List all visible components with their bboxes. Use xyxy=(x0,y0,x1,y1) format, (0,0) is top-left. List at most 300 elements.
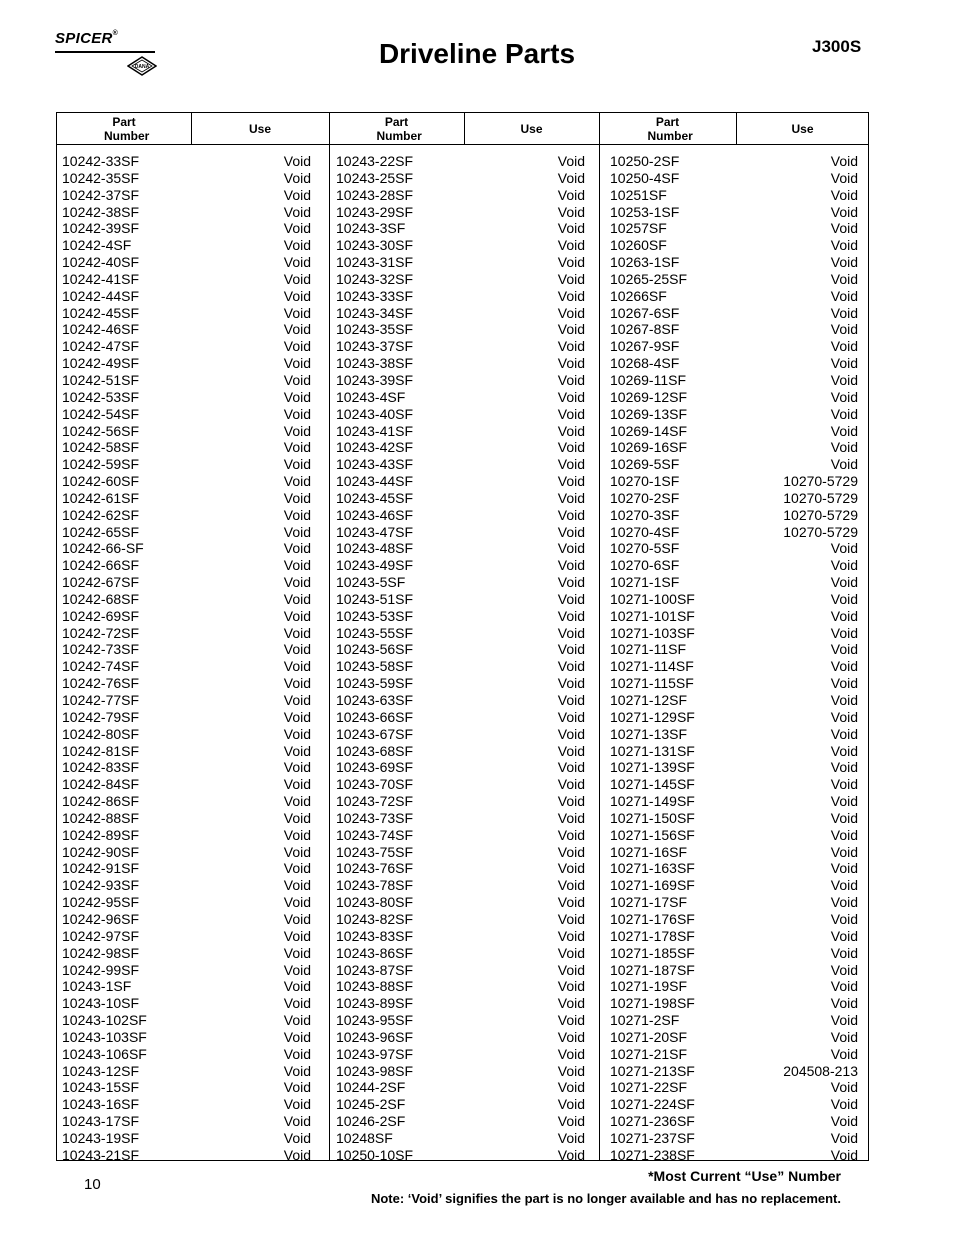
table-row xyxy=(336,456,585,473)
use-cell: Void xyxy=(283,338,311,355)
table-row xyxy=(336,271,585,288)
use-cell: Void xyxy=(830,153,858,169)
table-row xyxy=(610,557,858,574)
table-row xyxy=(610,507,858,524)
table-row xyxy=(336,423,585,440)
use-cell: Void xyxy=(830,995,858,1012)
table-row xyxy=(610,962,858,979)
table-row xyxy=(62,911,311,928)
part-number-cell: 10271-100SF xyxy=(610,590,695,607)
part-number-cell: 10243-16SF xyxy=(62,1096,140,1113)
table-row xyxy=(62,827,311,844)
part-number-cell: 10245-2SF xyxy=(336,1096,406,1113)
use-cell: Void xyxy=(557,995,585,1012)
part-number-cell: 10271-131SF xyxy=(610,742,695,759)
use-cell: Void xyxy=(830,1113,858,1130)
use-cell: Void xyxy=(283,860,311,877)
part-number-cell: 10263-1SF xyxy=(610,254,680,271)
header-use-3: Use xyxy=(791,121,814,136)
table-row xyxy=(62,928,311,945)
part-number-cell: 10242-84SF xyxy=(62,776,140,793)
table-row xyxy=(336,237,585,254)
part-number-cell: 10243-15SF xyxy=(62,1079,140,1096)
part-number-cell: 10243-70SF xyxy=(336,776,414,793)
use-cell: Void xyxy=(557,220,585,237)
table-row xyxy=(62,860,311,877)
part-number-cell: 10243-59SF xyxy=(336,675,414,692)
part-number-cell: 10243-46SF xyxy=(336,506,414,523)
use-cell: Void xyxy=(557,910,585,927)
table-row xyxy=(62,507,311,524)
part-number-cell: 10242-53SF xyxy=(62,388,140,405)
table-row xyxy=(62,574,311,591)
table-row xyxy=(62,894,311,911)
table-row xyxy=(336,321,585,338)
table-row xyxy=(610,321,858,338)
part-number-cell: 10250-10SF xyxy=(336,1146,414,1163)
table-row xyxy=(62,743,311,760)
part-number-cell: 10243-78SF xyxy=(336,877,414,894)
use-cell: Void xyxy=(557,1012,585,1029)
table-row xyxy=(62,1012,311,1029)
part-number-cell: 10243-25SF xyxy=(336,169,414,186)
use-cell: Void xyxy=(557,237,585,254)
use-cell: Void xyxy=(283,641,311,658)
table-row xyxy=(62,776,311,793)
table-row xyxy=(610,995,858,1012)
table-row xyxy=(62,170,311,187)
part-number-cell: 10243-96SF xyxy=(336,1028,414,1045)
table-row xyxy=(336,1079,585,1096)
table-row xyxy=(610,187,858,204)
table-row xyxy=(610,355,858,372)
part-number-cell: 10270-1SF xyxy=(610,473,680,490)
part-number-cell: 10244-2SF xyxy=(336,1079,406,1096)
use-cell: Void xyxy=(557,708,585,725)
part-number-cell: 10243-39SF xyxy=(336,371,414,388)
table-row xyxy=(610,945,858,962)
use-cell: Void xyxy=(557,405,585,422)
use-cell: Void xyxy=(830,910,858,927)
table-row xyxy=(610,1046,858,1063)
table-row xyxy=(610,911,858,928)
part-number-cell: 10242-41SF xyxy=(62,270,140,287)
table-row xyxy=(336,574,585,591)
use-cell: Void xyxy=(283,523,311,540)
part-number-cell: 10243-67SF xyxy=(336,725,414,742)
use-cell: Void xyxy=(557,809,585,826)
table-row xyxy=(336,928,585,945)
use-cell: Void xyxy=(283,624,311,641)
table-row xyxy=(336,1046,585,1063)
use-cell: Void xyxy=(830,1146,858,1163)
table-row xyxy=(336,557,585,574)
part-number-cell: 10243-45SF xyxy=(336,489,414,506)
brand-name: SPICER® xyxy=(55,30,119,47)
use-cell: Void xyxy=(830,1096,858,1113)
part-number-cell: 10243-83SF xyxy=(336,927,414,944)
table-row xyxy=(336,692,585,709)
part-number-cell: 10243-43SF xyxy=(336,456,414,473)
table-row xyxy=(336,759,585,776)
table-row xyxy=(610,658,858,675)
use-cell: Void xyxy=(557,607,585,624)
part-number-cell: 10243-21SF xyxy=(62,1146,140,1163)
use-cell: Void xyxy=(830,1028,858,1045)
part-number-cell: 10243-55SF xyxy=(336,624,414,641)
use-cell: Void xyxy=(557,439,585,456)
use-cell: Void xyxy=(283,910,311,927)
use-cell: Void xyxy=(830,793,858,810)
part-number-cell: 10243-66SF xyxy=(336,708,414,725)
table-row xyxy=(62,709,311,726)
table-row xyxy=(62,1096,311,1113)
part-number-cell: 10271-163SF xyxy=(610,860,695,877)
use-cell: Void xyxy=(557,944,585,961)
table-row xyxy=(62,625,311,642)
table-row xyxy=(610,389,858,406)
table-row xyxy=(336,860,585,877)
table-row xyxy=(610,490,858,507)
table-row xyxy=(610,372,858,389)
table-row xyxy=(610,574,858,591)
use-cell: Void xyxy=(557,725,585,742)
part-number-cell: 10243-56SF xyxy=(336,641,414,658)
use-cell: Void xyxy=(557,658,585,675)
table-row xyxy=(62,456,311,473)
use-cell: 10270-5729 xyxy=(783,489,858,506)
use-cell: Void xyxy=(830,287,858,304)
table-header xyxy=(57,113,868,145)
table-row xyxy=(62,641,311,658)
table-row xyxy=(62,793,311,810)
table-row xyxy=(336,743,585,760)
part-number-cell: 10243-89SF xyxy=(336,995,414,1012)
use-cell: Void xyxy=(830,624,858,641)
part-number-cell: 10242-67SF xyxy=(62,574,140,591)
table-row xyxy=(336,911,585,928)
use-cell: Void xyxy=(557,826,585,843)
use-cell: Void xyxy=(283,169,311,186)
part-number-cell: 10243-88SF xyxy=(336,978,414,995)
use-cell: Void xyxy=(830,607,858,624)
table-row xyxy=(62,810,311,827)
table-row xyxy=(62,557,311,574)
use-cell: Void xyxy=(557,624,585,641)
use-cell: Void xyxy=(557,1062,585,1079)
use-cell: Void xyxy=(557,557,585,574)
part-number-cell: 10242-72SF xyxy=(62,624,140,641)
table-row xyxy=(610,844,858,861)
part-number-cell: 10243-5SF xyxy=(336,574,406,591)
part-number-cell: 10242-35SF xyxy=(62,169,140,186)
table-row xyxy=(610,793,858,810)
part-number-cell: 10271-139SF xyxy=(610,759,695,776)
part-number-cell: 10243-95SF xyxy=(336,1012,414,1029)
footnote-current-use: *Most Current “Use” Number xyxy=(648,1168,841,1184)
table-row xyxy=(610,675,858,692)
use-cell: Void xyxy=(283,321,311,338)
table-row xyxy=(62,204,311,221)
part-number-cell: 10271-22SF xyxy=(610,1079,688,1096)
part-number-cell: 10242-79SF xyxy=(62,708,140,725)
table-row xyxy=(62,1147,311,1164)
part-number-cell: 10242-90SF xyxy=(62,843,140,860)
part-number-cell: 10242-38SF xyxy=(62,203,140,220)
part-number-cell: 10271-21SF xyxy=(610,1045,688,1062)
part-number-cell: 10243-37SF xyxy=(336,338,414,355)
use-cell: Void xyxy=(283,725,311,742)
part-number-cell: 10243-103SF xyxy=(62,1028,147,1045)
use-cell: Void xyxy=(283,270,311,287)
use-cell: Void xyxy=(557,473,585,490)
table-row xyxy=(610,776,858,793)
part-number-cell: 10269-14SF xyxy=(610,422,688,439)
table-row xyxy=(610,1012,858,1029)
table-row xyxy=(62,1113,311,1130)
table-row xyxy=(610,153,858,170)
header-part-number-2: Part Number xyxy=(376,114,422,143)
header-part-number-3: Part Number xyxy=(647,114,693,143)
part-number-cell: 10271-17SF xyxy=(610,894,688,911)
part-number-cell: 10265-25SF xyxy=(610,270,688,287)
use-cell: Void xyxy=(283,590,311,607)
part-number-cell: 10270-3SF xyxy=(610,506,680,523)
table-row xyxy=(610,170,858,187)
parts-column-1 xyxy=(62,153,311,1164)
use-cell: Void xyxy=(557,422,585,439)
use-cell: Void xyxy=(830,237,858,254)
use-cell: Void xyxy=(830,675,858,692)
use-cell: Void xyxy=(830,304,858,321)
part-number-cell: 10267-8SF xyxy=(610,321,680,338)
part-number-cell: 10271-16SF xyxy=(610,843,688,860)
page-title: Driveline Parts xyxy=(378,38,576,69)
part-number-cell: 10243-48SF xyxy=(336,540,414,557)
part-number-cell: 10243-87SF xyxy=(336,961,414,978)
use-cell: Void xyxy=(557,540,585,557)
part-number-cell: 10242-47SF xyxy=(62,338,140,355)
use-cell: Void xyxy=(830,708,858,725)
part-number-cell: 10242-93SF xyxy=(62,877,140,894)
use-cell: Void xyxy=(283,439,311,456)
part-number-cell: 10271-237SF xyxy=(610,1129,695,1146)
table-row xyxy=(610,625,858,642)
part-number-cell: 10243-58SF xyxy=(336,658,414,675)
part-number-cell: 10242-80SF xyxy=(62,725,140,742)
use-cell: Void xyxy=(830,574,858,591)
table-row xyxy=(62,355,311,372)
part-number-cell: 10266SF xyxy=(610,287,667,304)
part-number-cell: 10243-80SF xyxy=(336,894,414,911)
part-number-cell: 10242-81SF xyxy=(62,742,140,759)
part-number-cell: 10243-97SF xyxy=(336,1045,414,1062)
table-row xyxy=(62,490,311,507)
use-cell: Void xyxy=(557,1096,585,1113)
part-number-cell: 10271-11SF xyxy=(610,641,687,658)
table-row xyxy=(610,1079,858,1096)
table-row xyxy=(62,540,311,557)
part-number-cell: 10242-69SF xyxy=(62,607,140,624)
part-number-cell: 10271-169SF xyxy=(610,877,695,894)
parts-column-3 xyxy=(610,153,858,1164)
table-row xyxy=(336,625,585,642)
use-cell: Void xyxy=(283,843,311,860)
part-number-cell: 10242-61SF xyxy=(62,489,140,506)
use-cell: Void xyxy=(830,641,858,658)
part-number-cell: 10269-12SF xyxy=(610,388,688,405)
use-cell: Void xyxy=(830,894,858,911)
use-cell: Void xyxy=(830,456,858,473)
table-row xyxy=(336,305,585,322)
use-cell: Void xyxy=(830,658,858,675)
part-number-cell: 10242-96SF xyxy=(62,910,140,927)
part-number-cell: 10269-11SF xyxy=(610,371,687,388)
header-use-2: Use xyxy=(520,121,543,136)
part-number-cell: 10243-10SF xyxy=(62,995,140,1012)
part-number-cell: 10242-49SF xyxy=(62,355,140,372)
page-number: 10 xyxy=(84,1176,101,1193)
header-divider xyxy=(191,113,192,144)
use-cell: Void xyxy=(557,355,585,372)
part-number-cell: 10242-86SF xyxy=(62,793,140,810)
part-number-cell: 10243-3SF xyxy=(336,220,406,237)
use-cell: Void xyxy=(283,759,311,776)
part-number-cell: 10242-65SF xyxy=(62,523,140,540)
use-cell: Void xyxy=(557,877,585,894)
use-cell: Void xyxy=(830,557,858,574)
part-number-cell: 10243-53SF xyxy=(336,607,414,624)
table-row xyxy=(62,473,311,490)
table-row xyxy=(62,692,311,709)
part-number-cell: 10242-91SF xyxy=(62,860,140,877)
table-row xyxy=(62,1063,311,1080)
part-number-cell: 10271-12SF xyxy=(610,692,688,708)
use-cell: Void xyxy=(557,186,585,203)
part-number-cell: 10248SF xyxy=(336,1129,393,1146)
part-number-cell: 10271-236SF xyxy=(610,1113,695,1130)
use-cell: Void xyxy=(557,759,585,776)
table-row xyxy=(62,658,311,675)
parts-column-2 xyxy=(336,153,585,1164)
part-number-cell: 10243-72SF xyxy=(336,793,414,810)
use-cell: Void xyxy=(830,961,858,978)
part-number-cell: 10271-114SF xyxy=(610,658,694,675)
part-number-cell: 10243-34SF xyxy=(336,304,414,321)
part-number-cell: 10243-74SF xyxy=(336,826,414,843)
use-cell: Void xyxy=(557,1129,585,1146)
part-number-cell: 10243-73SF xyxy=(336,809,414,826)
svg-text:DANA: DANA xyxy=(134,64,150,70)
part-number-cell: 10271-13SF xyxy=(610,725,688,742)
part-number-cell: 10243-29SF xyxy=(336,203,414,220)
use-cell: Void xyxy=(557,793,585,810)
use-cell: Void xyxy=(830,355,858,372)
part-number-cell: 10271-19SF xyxy=(610,978,688,995)
table-row xyxy=(610,237,858,254)
part-number-cell: 10269-13SF xyxy=(610,405,688,422)
use-cell: Void xyxy=(830,540,858,557)
use-cell: Void xyxy=(283,456,311,473)
part-number-cell: 10253-1SF xyxy=(610,203,680,220)
use-cell: Void xyxy=(283,1012,311,1029)
use-cell: Void xyxy=(283,422,311,439)
use-cell: Void xyxy=(283,304,311,321)
header-use-1: Use xyxy=(248,121,271,136)
part-number-cell: 10271-198SF xyxy=(610,995,695,1012)
table-row xyxy=(610,1096,858,1113)
parts-table xyxy=(56,112,869,1161)
table-row xyxy=(610,591,858,608)
table-row xyxy=(62,237,311,254)
part-number-cell: 10269-16SF xyxy=(610,439,688,456)
part-number-cell: 10270-4SF xyxy=(610,523,680,540)
use-cell: Void xyxy=(830,877,858,894)
table-row xyxy=(610,271,858,288)
part-number-cell: 10243-32SF xyxy=(336,270,414,287)
part-number-cell: 10242-4SF xyxy=(62,237,132,254)
part-number-cell: 10242-97SF xyxy=(62,927,140,944)
use-cell: Void xyxy=(283,927,311,944)
use-cell: Void xyxy=(283,489,311,506)
part-number-cell: 10270-6SF xyxy=(610,557,680,574)
use-cell: Void xyxy=(283,1079,311,1096)
part-number-cell: 10271-224SF xyxy=(610,1096,695,1113)
part-number-cell: 10242-95SF xyxy=(62,894,140,911)
table-row xyxy=(336,406,585,423)
table-row xyxy=(610,860,858,877)
table-row xyxy=(610,423,858,440)
table-row xyxy=(336,204,585,221)
table-row xyxy=(610,338,858,355)
part-number-cell: 10271-101SF xyxy=(610,607,695,624)
use-cell: Void xyxy=(830,978,858,995)
table-row xyxy=(610,692,858,709)
use-cell: Void xyxy=(830,186,858,203)
table-row xyxy=(62,423,311,440)
part-number-cell: 10250-2SF xyxy=(610,153,680,169)
table-row xyxy=(336,591,585,608)
use-cell: Void xyxy=(283,371,311,388)
table-row xyxy=(336,1096,585,1113)
use-cell: Void xyxy=(830,843,858,860)
use-cell: Void xyxy=(830,1129,858,1146)
use-cell: Void xyxy=(557,675,585,692)
use-cell: Void xyxy=(830,809,858,826)
use-cell: Void xyxy=(557,270,585,287)
use-cell: Void xyxy=(283,153,311,169)
table-row xyxy=(336,372,585,389)
use-cell: Void xyxy=(830,371,858,388)
part-number-cell: 10243-28SF xyxy=(336,186,414,203)
use-cell: Void xyxy=(557,287,585,304)
table-row xyxy=(62,524,311,541)
table-row xyxy=(336,187,585,204)
table-row xyxy=(336,220,585,237)
use-cell: Void xyxy=(557,254,585,271)
table-row xyxy=(336,389,585,406)
use-cell: Void xyxy=(283,355,311,372)
use-cell: Void xyxy=(557,843,585,860)
table-row xyxy=(62,271,311,288)
part-number-cell: 10271-178SF xyxy=(610,927,695,944)
use-cell: Void xyxy=(557,860,585,877)
use-cell: Void xyxy=(830,254,858,271)
table-row xyxy=(610,827,858,844)
part-number-cell: 10271-145SF xyxy=(610,776,695,793)
part-number-cell: 10243-49SF xyxy=(336,557,414,574)
table-row xyxy=(62,372,311,389)
